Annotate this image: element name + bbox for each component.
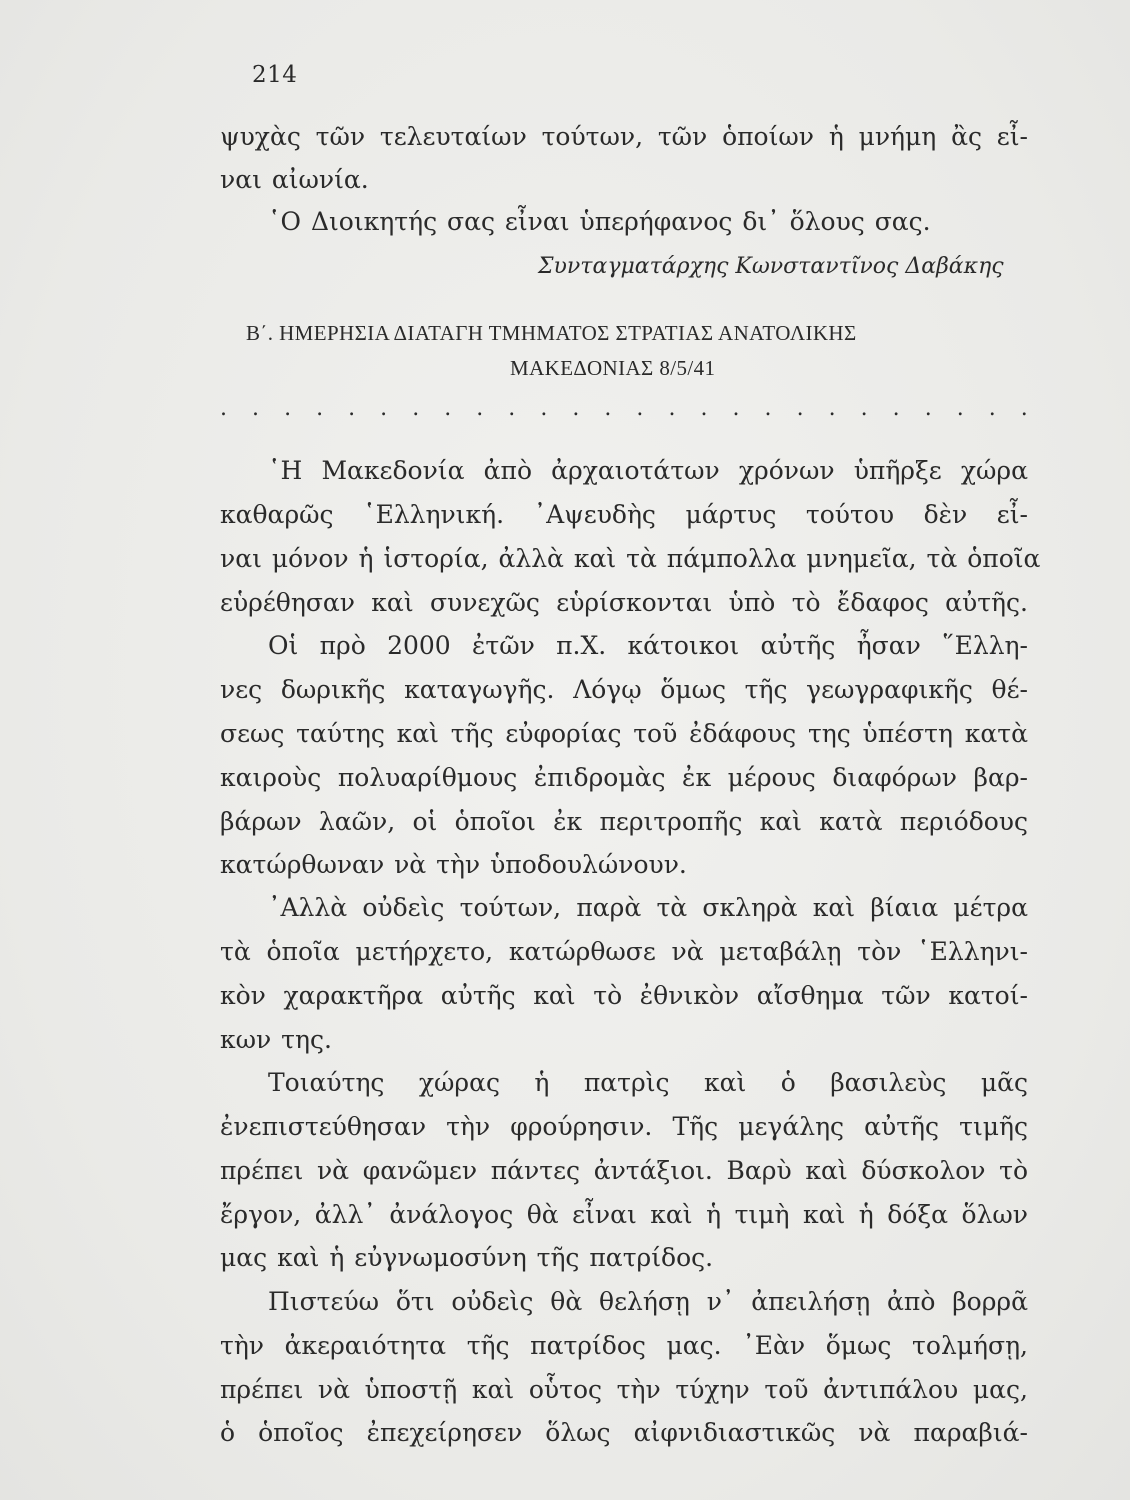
body-line-21: τὴν ἀκεραιότητα τῆς πατρίδος μας. ᾿Εὰν ὅμως τολμήσῃ, — [220, 1331, 1028, 1360]
body-line-20: Πιστεύω ὅτι οὐδεὶς θὰ θελήσῃ ν᾿ ἀπειλήσῃ ἀπὸ βορρᾶ — [268, 1287, 1028, 1316]
body-line-6: νες δωρικῆς καταγωγῆς. Λόγῳ ὅμως τῆς γεωγραφικῆς θέ- — [220, 675, 1028, 704]
body-line-1: ῾Η Μακεδονία ἀπὸ ἀρχαιοτάτων χρόνων ὑπῆρξε χώρα — [268, 456, 1028, 485]
body-line-14: κων της. — [220, 1025, 332, 1054]
body-line-7: σεως ταύτης καὶ τῆς εὐφορίας τοῦ ἐδάφους της ὑπέστη κατὰ — [220, 719, 1028, 748]
body-line-4: εὑρέθησαν καὶ συνεχῶς εὑρίσκονται ὑπὸ τὸ ἔδαφος αὐτῆς. — [220, 588, 1028, 617]
page-number: 214 — [252, 62, 298, 88]
body-line-9: βάρων λαῶν, οἱ ὁποῖοι ἐκ περιτροπῆς καὶ κατὰ περιόδους — [220, 807, 1028, 836]
body-line-8: καιροὺς πολυαρίθμους ἐπιδρομὰς ἐκ μέρους διαφόρων βαρ- — [220, 763, 1028, 792]
body-line-12: τὰ ὁποῖα μετήρχετο, κατώρθωσε νὰ μεταβάλῃ τὸν ῾Ελληνι- — [220, 937, 1028, 966]
intro-line-3: ῾Ο Διοικητής σας εἶναι ὑπερήφανος δι᾿ ὅλους σας. — [268, 207, 931, 236]
body-line-2: καθαρῶς ῾Ελληνική. ᾿Αψευδὴς μάρτυς τούτου δὲν εἶ- — [220, 500, 1028, 529]
body-line-15: Τοιαύτης χώρας ἡ πατρὶς καὶ ὁ βασιλεὺς μᾶς — [268, 1068, 1028, 1097]
body-line-18: ἔργον, ἀλλ᾿ ἀνάλογος θὰ εἶναι καὶ ἡ τιμὴ καὶ ἡ δόξα ὅλων — [220, 1200, 1028, 1229]
body-line-16: ἐνεπιστεύθησαν τὴν φρούρησιν. Τῆς μεγάλης αὐτῆς τιμῆς — [220, 1112, 1028, 1141]
body-line-17: πρέπει νὰ φανῶμεν πάντες ἀντάξιοι. Βαρὺ καὶ δύσκολον τὸ — [220, 1156, 1028, 1185]
body-line-3: ναι μόνον ἡ ἱστορία, ἀλλὰ καὶ τὰ πάμπολλα μνημεῖα, τὰ ὁποῖα — [220, 544, 1041, 573]
body-line-23: ὁ ὁποῖος ἐπεχείρησεν ὅλως αἰφνιδιαστικῶς νὰ παραβιά- — [220, 1418, 1028, 1447]
body-line-19: μας καὶ ἡ εὐγνωμοσύνη τῆς πατρίδος. — [220, 1243, 714, 1272]
body-line-10: κατώρθωναν νὰ τὴν ὑποδουλώνουν. — [220, 850, 687, 879]
section-heading-line-1: Β΄. ΗΜΕΡΗΣΙΑ ΔΙΑΤΑΓΗ ΤΜΗΜΑΤΟΣ ΣΤΡΑΤΙΑΣ ΑΝΑΤΟΛΙΚΗΣ — [246, 321, 857, 345]
signature: Συνταγματάρχης Κωνσταντῖνος Δαβάκης — [538, 254, 1004, 279]
body-line-13: κὸν χαρακτῆρα αὐτῆς καὶ τὸ ἐθνικὸν αἴσθημα τῶν κατοί- — [220, 981, 1028, 1010]
ellipsis-separator: . . . . . . . . . . . . . . . . . . . . . . . . . . — [220, 396, 1028, 421]
intro-line-2: ναι αἰωνία. — [220, 165, 369, 194]
body-line-11: ᾿Αλλὰ οὐδεὶς τούτων, παρὰ τὰ σκληρὰ καὶ βίαια μέτρα — [268, 893, 1028, 922]
section-heading-line-2: ΜΑΚΕΔΟΝΙΑΣ 8/5/41 — [510, 356, 716, 380]
intro-line-1: ψυχὰς τῶν τελευταίων τούτων, τῶν ὁποίων ἡ μνήμη ἂς εἶ- — [220, 122, 1028, 151]
body-line-5: Οἱ πρὸ 2000 ἐτῶν π.Χ. κάτοικοι αὐτῆς ἦσαν ῞Ελλη- — [268, 631, 1028, 660]
body-line-22: πρέπει νὰ ὑποστῇ καὶ οὗτος τὴν τύχην τοῦ ἀντιπάλου μας, — [220, 1375, 1028, 1404]
